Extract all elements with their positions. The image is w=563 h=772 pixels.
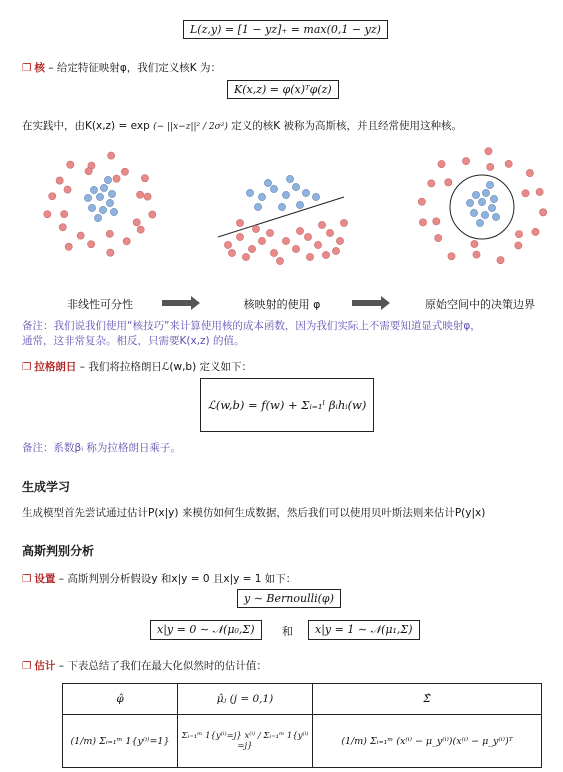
red-data-point (149, 211, 156, 218)
panel-nonlinear-data (44, 152, 156, 256)
red-data-point (332, 247, 339, 254)
red-data-point (462, 158, 469, 165)
estimation-line (22, 658, 267, 673)
separating-hyperplane (218, 197, 344, 237)
red-data-point (252, 225, 259, 232)
caption-kernel-mapping: 核映射的使用 φ (243, 298, 321, 311)
cell-mu-estimate: Σᵢ₌₁ᵐ 1{y⁽ⁱ⁾=j} x⁽ⁱ⁾ / Σᵢ₌₁ᵐ 1{y⁽ⁱ⁾=j} (178, 715, 313, 768)
red-data-point (505, 160, 512, 167)
lagrangian-definition-line (22, 359, 252, 374)
blue-data-point (478, 198, 485, 205)
red-data-point (438, 160, 445, 167)
practice-expr: (− ||x−z||² / 2σ²) (153, 122, 228, 132)
setting-term: 设置 (34, 573, 56, 585)
red-data-point (144, 193, 151, 200)
blue-data-point (104, 176, 111, 183)
blue-data-point (258, 193, 265, 200)
blue-data-point (84, 194, 91, 201)
right-arrow-icon (352, 300, 382, 306)
lagrange-multiplier-note: 备注：系数βᵢ 称为拉格朗日乘子。 (22, 442, 181, 454)
practice-suffix: 定义的核K 被称为高斯核，并且经常使用这种核。 (231, 120, 462, 132)
blue-data-point (296, 201, 303, 208)
red-data-point (497, 257, 504, 264)
and-label: 和 (282, 625, 293, 638)
kernel-trick-figure (0, 145, 563, 295)
gaussian-kernel-line (22, 118, 462, 133)
gaussian-y1-formula: x|y = 1 ∼ 𝒩(μ₁,Σ) (308, 620, 420, 640)
kernel-intro: – 给定特征映射φ，我们定义核K 为： (44, 62, 221, 74)
caption-decision-boundary: 原始空间中的决策边界 (425, 298, 535, 311)
estimates-table (62, 683, 542, 768)
red-data-point (236, 233, 243, 240)
red-data-point (540, 209, 547, 216)
blue-data-point (302, 189, 309, 196)
blue-data-point (312, 193, 319, 200)
blue-data-point (466, 199, 473, 206)
bullet-icon: ❐ (22, 62, 32, 74)
red-data-point (44, 211, 51, 218)
red-data-point (276, 257, 283, 264)
red-data-point (485, 148, 492, 155)
decision-boundary-circle (450, 175, 514, 239)
red-data-point (266, 229, 273, 236)
blue-data-point (88, 204, 95, 211)
red-data-point (304, 233, 311, 240)
bullet-icon: ❐ (22, 361, 32, 373)
red-data-point (88, 241, 95, 248)
red-data-point (64, 186, 71, 193)
blue-data-point (490, 195, 497, 202)
caption-nonlinear: 非线性可分性 (67, 298, 133, 311)
red-data-point (292, 245, 299, 252)
blue-data-point (96, 193, 103, 200)
red-data-point (336, 237, 343, 244)
header-mu-hat: μ̂ⱼ (j = 0,1) (178, 684, 313, 715)
red-data-point (141, 175, 148, 182)
blue-data-point (472, 191, 479, 198)
blue-data-point (492, 213, 499, 220)
red-data-point (77, 232, 84, 239)
red-data-point (314, 241, 321, 248)
red-data-point (108, 152, 115, 159)
red-data-point (59, 224, 66, 231)
generative-description: 生成模型首先尝试通过估计P(x|y) 来模仿如何生成数据，然后我们可以使用贝叶斯法则来估计P(y|x) (22, 507, 486, 519)
estimation-intro: – 下表总结了我们在最大化似然时的估计值： (55, 660, 267, 672)
table-row (63, 715, 542, 768)
blue-data-point (94, 214, 101, 221)
blue-data-point (90, 186, 97, 193)
red-data-point (473, 251, 480, 258)
blue-data-point (110, 208, 117, 215)
red-data-point (224, 241, 231, 248)
red-data-point (448, 253, 455, 260)
blue-data-point (278, 203, 285, 210)
red-data-point (113, 175, 120, 182)
blue-data-point (270, 185, 277, 192)
bullet-icon: ❐ (22, 660, 32, 672)
blue-data-point (486, 181, 493, 188)
blue-data-point (482, 189, 489, 196)
practice-prefix: 在实践中，由K(x,z) = exp (22, 120, 150, 132)
red-data-point (258, 237, 265, 244)
red-data-point (123, 238, 130, 245)
lagrangian-term: 拉格朗日 (34, 361, 77, 373)
red-data-point (536, 188, 543, 195)
red-data-point (515, 242, 522, 249)
red-data-point (306, 253, 313, 260)
blue-data-point (282, 191, 289, 198)
red-data-point (133, 219, 140, 226)
red-data-point (419, 219, 426, 226)
panel-kernel-mapping (218, 175, 348, 264)
kernel-formula: K(x,z) = φ(x)ᵀφ(z) (227, 80, 339, 99)
red-data-point (67, 161, 74, 168)
red-data-point (296, 227, 303, 234)
section-title-generative: 生成学习 (22, 480, 71, 494)
red-data-point (282, 237, 289, 244)
blue-data-point (100, 184, 107, 191)
table-header-row (63, 684, 542, 715)
estimation-term: 估计 (34, 660, 56, 672)
blue-data-point (292, 183, 299, 190)
kernel-trick-note-line2: 通常，这非常复杂。相反，只需要K(x,z) 的值。 (22, 335, 245, 347)
kernel-term: 核 (34, 62, 45, 74)
red-data-point (85, 168, 92, 175)
red-data-point (61, 211, 68, 218)
blue-data-point (476, 219, 483, 226)
hinge-loss-formula: L(z,y) = [1 − yz]₊ = max(0,1 − yz) (183, 20, 388, 39)
blue-data-point (108, 190, 115, 197)
red-data-point (236, 219, 243, 226)
blue-data-point (286, 175, 293, 182)
red-data-point (526, 169, 533, 176)
red-data-point (248, 245, 255, 252)
blue-data-point (99, 206, 106, 213)
red-data-point (515, 231, 522, 238)
gaussian-y0-formula: x|y = 0 ∼ 𝒩(μ₀,Σ) (150, 620, 262, 640)
red-data-point (242, 253, 249, 260)
blue-data-point (246, 189, 253, 196)
red-data-point (532, 228, 539, 235)
red-data-point (487, 163, 494, 170)
red-data-point (121, 168, 128, 175)
red-data-point (106, 230, 113, 237)
red-data-point (435, 234, 442, 241)
header-sigma-hat: Σ̂ (313, 684, 542, 715)
lagrangian-formula: ℒ(w,b) = f(w) + Σᵢ₌₁ˡ βᵢhᵢ(w) (200, 378, 374, 432)
red-data-point (65, 243, 72, 250)
cell-phi-estimate: (1/m) Σᵢ₌₁ᵐ 1{y⁽ⁱ⁾=1} (63, 715, 178, 768)
red-data-point (270, 249, 277, 256)
blue-data-point (481, 211, 488, 218)
red-data-point (322, 251, 329, 258)
setting-intro: – 高斯判别分析假设y 和x|y = 0 且x|y = 1 如下： (55, 573, 297, 585)
gda-setting-line (22, 571, 296, 586)
red-data-point (228, 249, 235, 256)
blue-data-point (254, 203, 261, 210)
red-data-point (445, 179, 452, 186)
red-data-point (340, 219, 347, 226)
bernoulli-formula: y ∼ Bernoulli(φ) (237, 589, 341, 608)
blue-data-point (470, 209, 477, 216)
kernel-trick-note-line1: 备注：我们说我们使用“核技巧”来计算使用核的成本函数，因为我们实际上不需要知道显式映射φ， (22, 320, 481, 332)
red-data-point (471, 240, 478, 247)
blue-data-point (488, 204, 495, 211)
red-data-point (318, 221, 325, 228)
kernel-definition-line (22, 60, 221, 75)
red-data-point (326, 229, 333, 236)
bullet-icon: ❐ (22, 573, 32, 585)
panel-decision-boundary (418, 148, 546, 264)
red-data-point (137, 191, 144, 198)
red-data-point (56, 177, 63, 184)
lagrangian-intro: – 我们将拉格朗日ℒ(w,b) 定义如下： (76, 361, 253, 373)
red-data-point (418, 198, 425, 205)
blue-data-point (264, 179, 271, 186)
cell-sigma-estimate: (1/m) Σᵢ₌₁ᵐ (x⁽ⁱ⁾ − μ_y⁽ⁱ⁾)(x⁽ⁱ⁾ − μ_y⁽ⁱ⁾)ᵀ (313, 715, 542, 768)
red-data-point (137, 226, 144, 233)
red-data-point (49, 193, 56, 200)
red-data-point (522, 190, 529, 197)
section-title-gda: 高斯判别分析 (22, 544, 95, 558)
red-data-point (107, 249, 114, 256)
header-phi-hat: φ̂ (63, 684, 178, 715)
red-data-point (433, 218, 440, 225)
right-arrow-icon (162, 300, 192, 306)
blue-data-point (106, 199, 113, 206)
red-data-point (428, 180, 435, 187)
